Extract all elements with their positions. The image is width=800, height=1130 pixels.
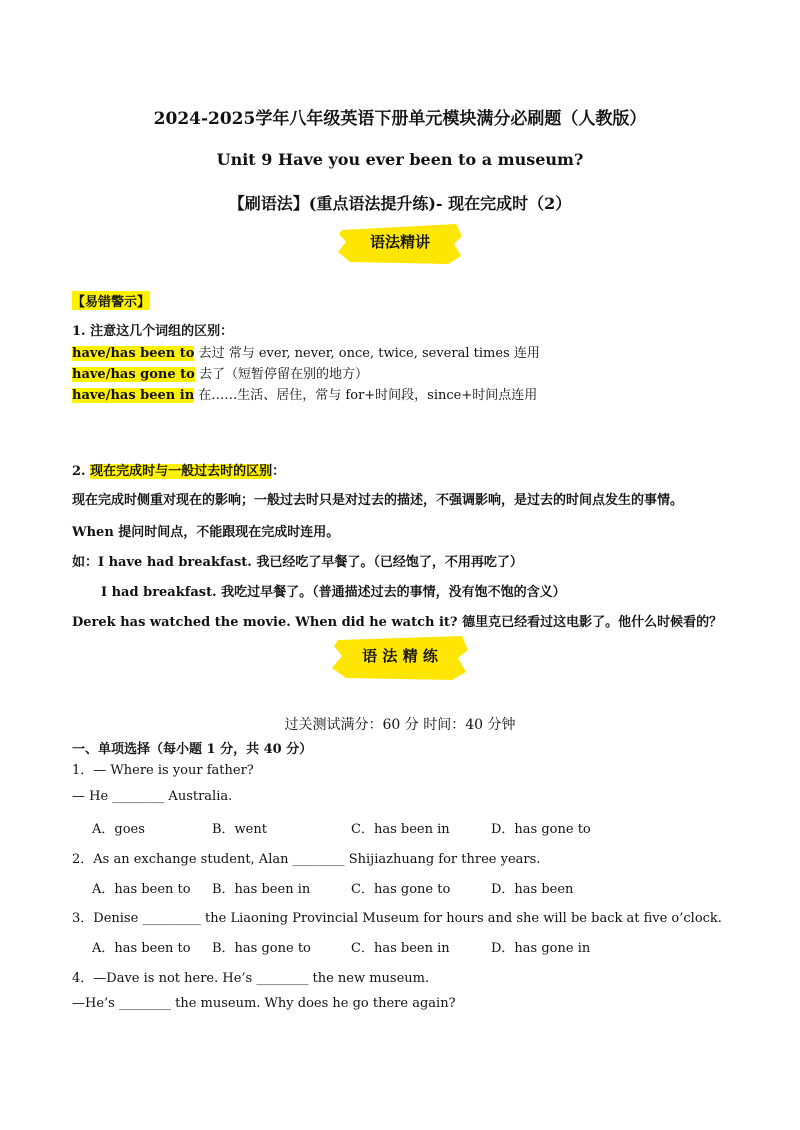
option-a[interactable]: A．goes <box>92 822 145 837</box>
grammar-practice-label: 语 法 精 练 <box>362 647 438 665</box>
option-d[interactable]: D．has been <box>491 882 574 897</box>
warning-label: 【易错警示】 <box>72 291 150 310</box>
point2-number: 2. <box>72 464 91 479</box>
option-b[interactable]: B．went <box>212 822 267 837</box>
note-line: When 提问时间点，不能跟现在完成时连用。 <box>72 525 340 540</box>
document-title: 2024-2025学年八年级英语下册单元模块满分必刷题（人教版） <box>153 109 647 129</box>
option-c[interactable]: C．has been in <box>351 822 450 837</box>
grammar-explain-label: 语法精讲 <box>369 233 430 251</box>
option-b[interactable]: B．has been in <box>212 882 311 897</box>
question-stem: —He’s ________ the museum. Why does he go there again? <box>72 996 456 1011</box>
unit-title: Unit 9 Have you ever been to a museum? <box>216 150 584 169</box>
phrase-term: have/has gone to <box>72 367 195 382</box>
example-line: I had breakfast. 我吃过早餐了。（普通描述过去的事情，没有饱不饱的含义） <box>101 585 566 600</box>
phrase-desc: 在……生活、居住，常与 for+时间段，since+时间点连用 <box>194 388 538 403</box>
example-line: 如：I have had breakfast. 我已经吃了早餐了。（已经饱了，不用再吃了） <box>72 555 523 570</box>
question-stem: 1．— Where is your father? <box>72 763 254 778</box>
option-b[interactable]: B．has gone to <box>212 941 311 956</box>
phrase-desc: 去了（短暂停留在别的地方） <box>194 367 368 382</box>
point1-title: 1. 注意这几个词组的区别： <box>72 324 234 339</box>
option-d[interactable]: D．has gone in <box>491 941 591 956</box>
example-line: Derek has watched the movie. When did he watch it? 德里克已经看过这电影了。他什么时候看的？ <box>72 615 723 630</box>
section-title: 一、单项选择（每小题 1 分，共 40 分） <box>72 742 313 757</box>
phrase-term: have/has been in <box>72 388 195 403</box>
phrase-row <box>72 342 540 361</box>
option-a[interactable]: A．has been to <box>92 941 191 956</box>
phrase-row <box>72 363 368 382</box>
phrase-desc: 去过 常与 ever, never, once, twice, several times 连用 <box>194 346 540 361</box>
note-line: 现在完成时侧重对现在的影响；一般过去时只是对过去的描述，不强调影响，是过去的时间点发生的事情。 <box>72 493 684 508</box>
option-c[interactable]: C．has gone to <box>351 882 451 897</box>
option-c[interactable]: C．has been in <box>351 941 450 956</box>
question-stem: — He ________ Australia. <box>72 789 233 804</box>
score-time-line: 过关测试满分：60 分 时间：40 分钟 <box>284 717 516 733</box>
point2-title <box>72 460 285 479</box>
question-stem: 4．—Dave is not here. He’s ________ the new museum. <box>72 971 430 986</box>
grammar-explain-badge <box>336 222 464 266</box>
option-a[interactable]: A．has been to <box>92 882 191 897</box>
phrase-row <box>72 384 537 403</box>
phrase-term: have/has been to <box>72 346 195 361</box>
option-d[interactable]: D．has gone to <box>491 822 591 837</box>
section-heading: 【刷语法】(重点语法提升练)- 现在完成时（2） <box>228 194 572 213</box>
grammar-practice-badge <box>330 634 470 678</box>
question-stem: 2．As an exchange student, Alan ________ Shijiazhuang for three years. <box>72 852 541 867</box>
point2-colon: ： <box>272 464 286 479</box>
question-stem: 3．Denise _________ the Liaoning Provincial Museum for hours and she will be back at five o’clock. <box>72 911 722 926</box>
point2-highlight: 现在完成时与一般过去时的区别 <box>90 464 273 479</box>
